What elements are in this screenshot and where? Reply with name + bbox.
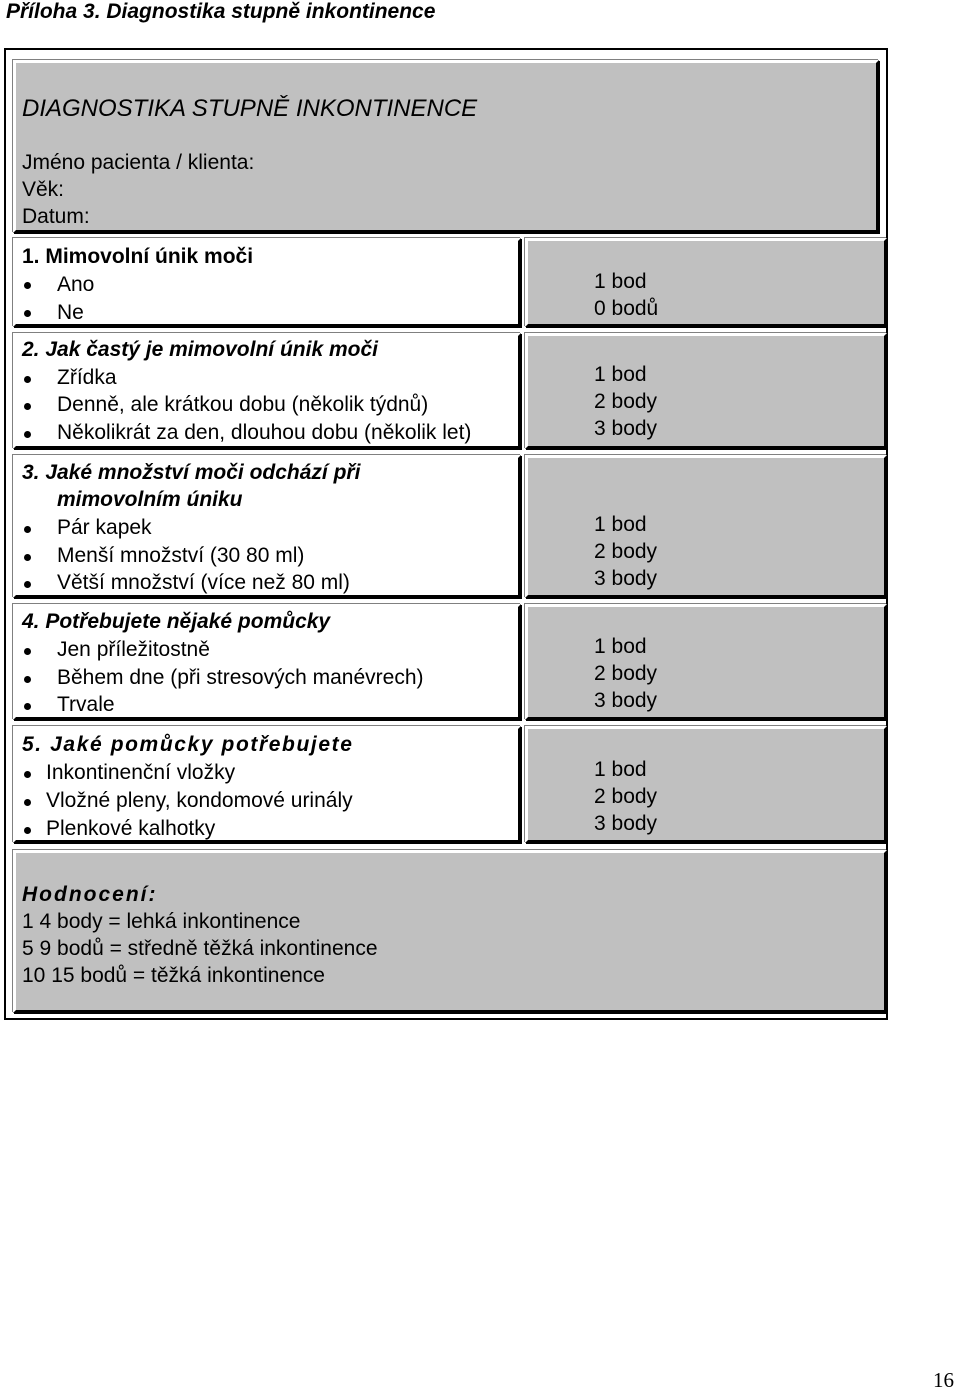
question-5-option: Plenkové kalhotky — [46, 817, 216, 840]
evaluation-line: 10 15 bodů = těžká inkontinence — [22, 964, 325, 987]
evaluation-line: 1 4 body = lehká inkontinence — [22, 910, 301, 933]
question-4-option: Trvale — [57, 693, 115, 716]
question-1-option: Ne — [57, 301, 84, 324]
bullet-icon — [24, 648, 31, 655]
question-1-option: Ano — [57, 273, 95, 296]
question-3 — [13, 455, 521, 598]
question-1 — [13, 238, 521, 327]
bullet-icon — [24, 431, 31, 438]
bullet-icon — [24, 310, 31, 317]
question-3-title: 3. Jaké množství moči odchází při — [22, 461, 361, 484]
question-4-option: Během dne (při stresových manévrech) — [57, 666, 424, 689]
bullet-icon — [24, 403, 31, 410]
question-3-scores: 1 bod 2 body 3 body — [525, 455, 887, 598]
diagnostic-form — [4, 48, 888, 1020]
evaluation-line: 5 9 bodů = středně těžká inkontinence — [22, 937, 378, 960]
bullet-icon — [24, 703, 31, 710]
question-5-option: Inkontinenční vložky — [46, 761, 236, 784]
question-4-title: 4. Potřebujete nějaké pomůcky — [22, 610, 331, 633]
question-3-option: Pár kapek — [57, 516, 152, 539]
question-5 — [13, 726, 521, 843]
patient-name-label: Jméno pacienta / klienta: — [22, 151, 255, 174]
bullet-icon — [24, 282, 31, 289]
question-4-option: Jen příležitostně — [57, 638, 210, 661]
question-2-scores: 1 bod 2 body 3 body — [525, 333, 887, 449]
question-4 — [13, 604, 521, 720]
page-number: 16 — [933, 1368, 954, 1392]
question-5-option: Vložné pleny, kondomové urinály — [46, 789, 353, 812]
bullet-icon — [24, 554, 31, 561]
bullet-icon — [24, 676, 31, 683]
question-3-option: Menší množství (30 80 ml) — [57, 544, 305, 567]
form-header — [13, 60, 879, 233]
age-label: Věk: — [22, 178, 65, 201]
form-title: DIAGNOSTIKA STUPNĚ INKONTINENCE — [22, 95, 478, 122]
question-1-title: 1. Mimovolní únik moči — [22, 245, 254, 268]
question-2-title: 2. Jak častý je mimovolní únik moči — [22, 338, 378, 361]
question-2 — [13, 333, 521, 449]
question-1-scores: 1 bod 0 bodů — [525, 238, 887, 327]
bullet-icon — [24, 799, 31, 806]
evaluation-title: Hodnocení: — [22, 883, 158, 906]
question-5-title: 5. Jaké pomůcky potřebujete — [22, 733, 354, 756]
bullet-icon — [24, 581, 31, 588]
question-3-title-continued: mimovolním úniku — [57, 488, 243, 511]
evaluation-box — [13, 850, 887, 1013]
bullet-icon — [24, 771, 31, 778]
date-label: Datum: — [22, 205, 90, 228]
bullet-icon — [24, 376, 31, 383]
question-2-option: Několikrát za den, dlouhou dobu (několik let) — [57, 421, 472, 444]
question-2-option: Denně, ale krátkou dobu (několik týdnů) — [57, 393, 429, 416]
bullet-icon — [24, 827, 31, 834]
question-2-option: Zřídka — [57, 366, 117, 389]
question-4-scores: 1 bod 2 body 3 body — [525, 604, 887, 720]
question-3-option: Větší množství (více než 80 ml) — [57, 571, 350, 594]
question-5-scores: 1 bod 2 body 3 body — [525, 726, 887, 843]
page-caption: Příloha 3. Diagnostika stupně inkontinence — [6, 0, 436, 23]
bullet-icon — [24, 526, 31, 533]
